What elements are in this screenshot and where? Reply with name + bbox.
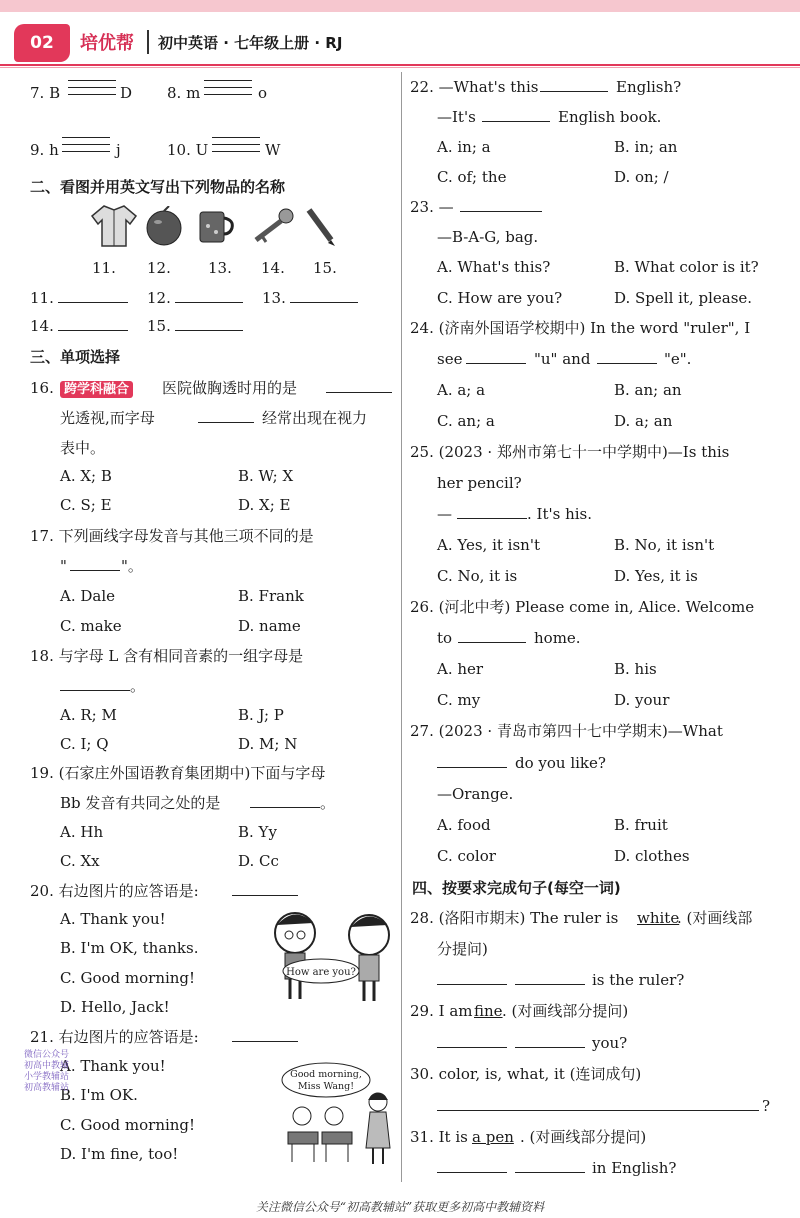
q24-blank-2[interactable] — [597, 349, 657, 364]
q16-option-a[interactable]: A. X; B — [60, 467, 112, 485]
jacket-icon — [90, 202, 138, 248]
q16-text-a: 医院做胸透时用的是 — [162, 379, 298, 397]
q30-blank[interactable] — [437, 1096, 759, 1111]
q15-blank[interactable] — [175, 316, 243, 331]
q27-option-a[interactable]: A. food — [437, 816, 491, 834]
q24-option-d[interactable]: D. a; an — [614, 412, 673, 430]
q25-blank[interactable] — [457, 504, 527, 519]
watermark — [24, 1050, 69, 1094]
q25-text-a: 25. (2023 · 郑州市第七十一中学期中)—Is this — [410, 443, 730, 461]
q31-text-b: . (对画线部分提问) — [520, 1128, 647, 1146]
q21-bubble-line-1: Good morning, — [290, 1069, 362, 1080]
q16-number: 16. — [30, 379, 54, 397]
q16-option-b[interactable]: B. W; X — [238, 467, 294, 485]
pic-label-12: 12. — [147, 259, 171, 277]
q23-option-c[interactable]: C. How are you? — [437, 289, 563, 307]
q8-end: o — [258, 84, 268, 102]
q16-tag-wrap — [60, 378, 133, 400]
q23-option-a[interactable]: A. What's this? — [437, 258, 551, 276]
q28-text-d: is the ruler? — [592, 971, 685, 989]
q26-option-a[interactable]: A. her — [437, 660, 484, 678]
q29-text-b: . (对画线部分提问) — [502, 1002, 629, 1020]
q8-lines — [204, 80, 252, 101]
classroom-illustration — [278, 1058, 396, 1166]
watermark-line-1: 微信公众号 — [24, 1050, 70, 1060]
q11-label: 11. — [30, 289, 54, 307]
q19-text-a: 19. (石家庄外国语教育集团期中)下面与字母 — [30, 764, 326, 782]
q19-end: 。 — [320, 794, 336, 812]
q29-text-c: you? — [592, 1034, 628, 1052]
q7-end: D — [120, 84, 133, 102]
q24-text-c: "u" and — [534, 350, 591, 368]
q12-label: 12. — [147, 289, 171, 307]
q7-lines — [68, 80, 116, 101]
q14-blank[interactable] — [58, 316, 128, 331]
q11-blank[interactable] — [58, 288, 128, 303]
q20-option-d[interactable]: D. Hello, Jack! — [60, 998, 170, 1016]
q27-text-b: do you like? — [515, 754, 606, 772]
header-separator — [147, 30, 149, 54]
q31-blank-1[interactable] — [437, 1158, 507, 1173]
q26-text-b: to — [437, 629, 453, 647]
q22-text-c: —It's — [437, 108, 476, 126]
cup-icon — [196, 206, 236, 246]
q16-text-b: 光透视,而字母 — [60, 409, 155, 427]
q27-blank[interactable] — [437, 753, 507, 768]
q25-text-c: — — [437, 505, 452, 523]
q16-text-d: 表中。 — [60, 439, 106, 457]
q18-option-d[interactable]: D. M; N — [238, 735, 298, 753]
q25-option-a[interactable]: A. Yes, it isn't — [437, 536, 540, 554]
q28-underlined: white — [637, 909, 680, 927]
q13-blank[interactable] — [290, 288, 358, 303]
q28-blank-1[interactable] — [437, 970, 507, 985]
q24-text-d: "e". — [664, 350, 692, 368]
q13-label: 13. — [262, 289, 286, 307]
key-icon — [250, 206, 294, 246]
q20-option-c[interactable]: C. Good morning! — [60, 969, 196, 987]
q25-text-d: . It's his. — [527, 505, 593, 523]
q18-option-c[interactable]: C. I; Q — [60, 735, 109, 753]
q20-text: 20. 右边图片的应答语是: — [30, 882, 199, 900]
header-rule-thin — [0, 67, 800, 68]
q22-text-d: English book. — [558, 108, 662, 126]
q27-option-c[interactable]: C. color — [437, 847, 496, 865]
q29-blank-1[interactable] — [437, 1033, 507, 1048]
q19-text-b: Bb 发音有共同之处的是 — [60, 794, 221, 812]
q25-option-c[interactable]: C. No, it is — [437, 567, 518, 585]
q23-option-d[interactable]: D. Spell it, please. — [614, 289, 753, 307]
q31-text-c: in English? — [592, 1159, 677, 1177]
brand-name: 培优帮 — [80, 33, 134, 54]
q15-label: 15. — [147, 317, 171, 335]
q26-option-d[interactable]: D. your — [614, 691, 670, 709]
two-boys-illustration — [265, 905, 395, 1005]
q20-bubble-text: How are you? — [286, 967, 356, 978]
q9-label: 9. h — [30, 141, 59, 159]
section-3-title: 三、单项选择 — [30, 348, 121, 366]
q22-option-a[interactable]: A. in; a — [437, 138, 491, 156]
q27-option-b[interactable]: B. fruit — [614, 816, 668, 834]
q25-option-b[interactable]: B. No, it isn't — [614, 536, 715, 554]
q16-option-d[interactable]: D. X; E — [238, 496, 291, 514]
q25-text-b: her pencil? — [437, 474, 522, 492]
q27-text-a: 27. (2023 · 青岛市第四十七中学期末)—What — [410, 722, 723, 740]
q26-option-c[interactable]: C. my — [437, 691, 481, 709]
q24-text-b: see — [437, 350, 463, 368]
page-number: 02 — [14, 24, 70, 62]
q19-option-a[interactable]: A. Hh — [60, 823, 104, 841]
q8-label: 8. m — [167, 84, 201, 102]
q16-option-c[interactable]: C. S; E — [60, 496, 112, 514]
q22-text-b: English? — [616, 78, 682, 96]
q21-option-d[interactable]: D. I'm fine, too! — [60, 1145, 179, 1163]
q28-text-b: . (对画线部 — [677, 909, 753, 927]
q18-option-a[interactable]: A. R; M — [60, 706, 117, 724]
watermark-line-3: 小学教辅站 — [24, 1072, 70, 1082]
q16-tag: 跨学科融合 — [60, 381, 133, 398]
q23-text-b: —B-A-G, bag. — [437, 228, 539, 246]
section-4-title: 四、按要求完成句子(每空一词) — [412, 879, 621, 897]
q23-blank[interactable] — [460, 197, 542, 212]
pic-label-13: 13. — [208, 259, 232, 277]
q19-option-b[interactable]: B. Yy — [238, 823, 277, 841]
q24-option-c[interactable]: C. an; a — [437, 412, 495, 430]
q18-end: 。 — [130, 677, 146, 695]
q16-blank-1[interactable] — [326, 378, 392, 393]
orange-icon — [143, 206, 185, 246]
footer-note: 关注微信公众号“初高教辅站”获取更多初高中教辅资料 — [255, 1200, 545, 1214]
q29-text-a: 29. I am — [410, 1002, 473, 1020]
q21-option-c[interactable]: C. Good morning! — [60, 1116, 196, 1134]
q26-option-b[interactable]: B. his — [614, 660, 657, 678]
q31-text-a: 31. It is — [410, 1128, 468, 1146]
q21-blank[interactable] — [232, 1027, 298, 1042]
q17-quote-open: " — [60, 557, 67, 575]
q17-text: 17. 下列画线字母发音与其他三项不同的是 — [30, 527, 314, 545]
q28-text-a: 28. (洛阳市期末) The ruler is — [410, 909, 619, 927]
q29-underlined: fine — [474, 1002, 503, 1020]
q24-blank-1[interactable] — [466, 349, 526, 364]
column-divider — [401, 72, 402, 1182]
q18-blank[interactable] — [60, 676, 130, 691]
q10-label: 10. U — [167, 141, 209, 159]
section-2-title: 二、看图并用英文写出下列物品的名称 — [30, 178, 286, 196]
q22-text-a: 22. —What's this — [410, 78, 539, 96]
q17-option-a[interactable]: A. Dale — [60, 587, 116, 605]
q17-option-b[interactable]: B. Frank — [238, 587, 304, 605]
q19-blank[interactable] — [250, 793, 320, 808]
q17-blank[interactable] — [70, 556, 120, 571]
q23-text-a: 23. — — [410, 198, 454, 216]
q26-text-c: home. — [534, 629, 581, 647]
q9-lines — [62, 137, 110, 158]
q21-option-b[interactable]: B. I'm OK. — [60, 1086, 138, 1104]
q20-option-a[interactable]: A. Thank you! — [60, 910, 166, 928]
q26-text-a: 26. (河北中考) Please come in, Alice. Welcome — [410, 598, 755, 616]
q22-option-d[interactable]: D. on; / — [614, 168, 669, 186]
q16-text-c: 经常出现在视力 — [262, 409, 368, 427]
q22-blank-1[interactable] — [540, 77, 608, 92]
q17-option-d[interactable]: D. name — [238, 617, 301, 635]
q29-blank-2[interactable] — [515, 1033, 585, 1048]
q21-text: 21. 右边图片的应答语是: — [30, 1028, 199, 1046]
q24-option-b[interactable]: B. an; an — [614, 381, 682, 399]
q30-end: ? — [762, 1097, 771, 1115]
top-band — [0, 0, 800, 12]
q12-blank[interactable] — [175, 288, 243, 303]
header-rule — [0, 64, 800, 66]
q22-blank-2[interactable] — [482, 107, 550, 122]
q24-text-a: 24. (济南外国语学校期中) In the word "ruler", I — [410, 319, 751, 337]
q25-option-d[interactable]: D. Yes, it is — [614, 567, 698, 585]
q19-option-d[interactable]: D. Cc — [238, 852, 279, 870]
q27-option-d[interactable]: D. clothes — [614, 847, 690, 865]
pic-label-11: 11. — [92, 259, 116, 277]
q28-text-c: 分提问) — [437, 940, 488, 958]
q22-option-b[interactable]: B. in; an — [614, 138, 678, 156]
q23-option-b[interactable]: B. What color is it? — [614, 258, 759, 276]
q19-option-c[interactable]: C. Xx — [60, 852, 100, 870]
q18-option-b[interactable]: B. J; P — [238, 706, 284, 724]
q30-text-a: 30. color, is, what, it (连词成句) — [410, 1065, 642, 1083]
q17-quote-close: "。 — [121, 557, 143, 575]
q24-option-a[interactable]: A. a; a — [437, 381, 486, 399]
watermark-line-4: 初高教辅站 — [24, 1083, 70, 1093]
q20-option-b[interactable]: B. I'm OK, thanks. — [60, 939, 199, 957]
q21-bubble-line-2: Miss Wang! — [297, 1081, 355, 1092]
q26-blank[interactable] — [458, 628, 526, 643]
q21-option-a[interactable]: A. Thank you! — [60, 1057, 166, 1075]
subject-title: 初中英语 · 七年级上册 · RJ — [158, 34, 343, 52]
q18-text: 18. 与字母 L 含有相同音素的一组字母是 — [30, 647, 304, 665]
q27-text-c: —Orange. — [437, 785, 514, 803]
q31-underlined: a pen — [472, 1128, 514, 1146]
q9-end: j — [116, 141, 121, 159]
q14-label: 14. — [30, 317, 54, 335]
q17-option-c[interactable]: C. make — [60, 617, 122, 635]
q16-blank-2[interactable] — [198, 408, 254, 423]
q22-option-c[interactable]: C. of; the — [437, 168, 507, 186]
watermark-line-2: 初高中教辅 — [24, 1061, 70, 1071]
pic-label-14: 14. — [261, 259, 285, 277]
pen-icon — [303, 206, 339, 246]
q10-lines — [212, 137, 260, 158]
q10-end: W — [265, 141, 281, 159]
q28-blank-2[interactable] — [515, 970, 585, 985]
q7-label: 7. B — [30, 84, 61, 102]
pic-label-15: 15. — [313, 259, 337, 277]
q31-blank-2[interactable] — [515, 1158, 585, 1173]
q20-blank[interactable] — [232, 881, 298, 896]
